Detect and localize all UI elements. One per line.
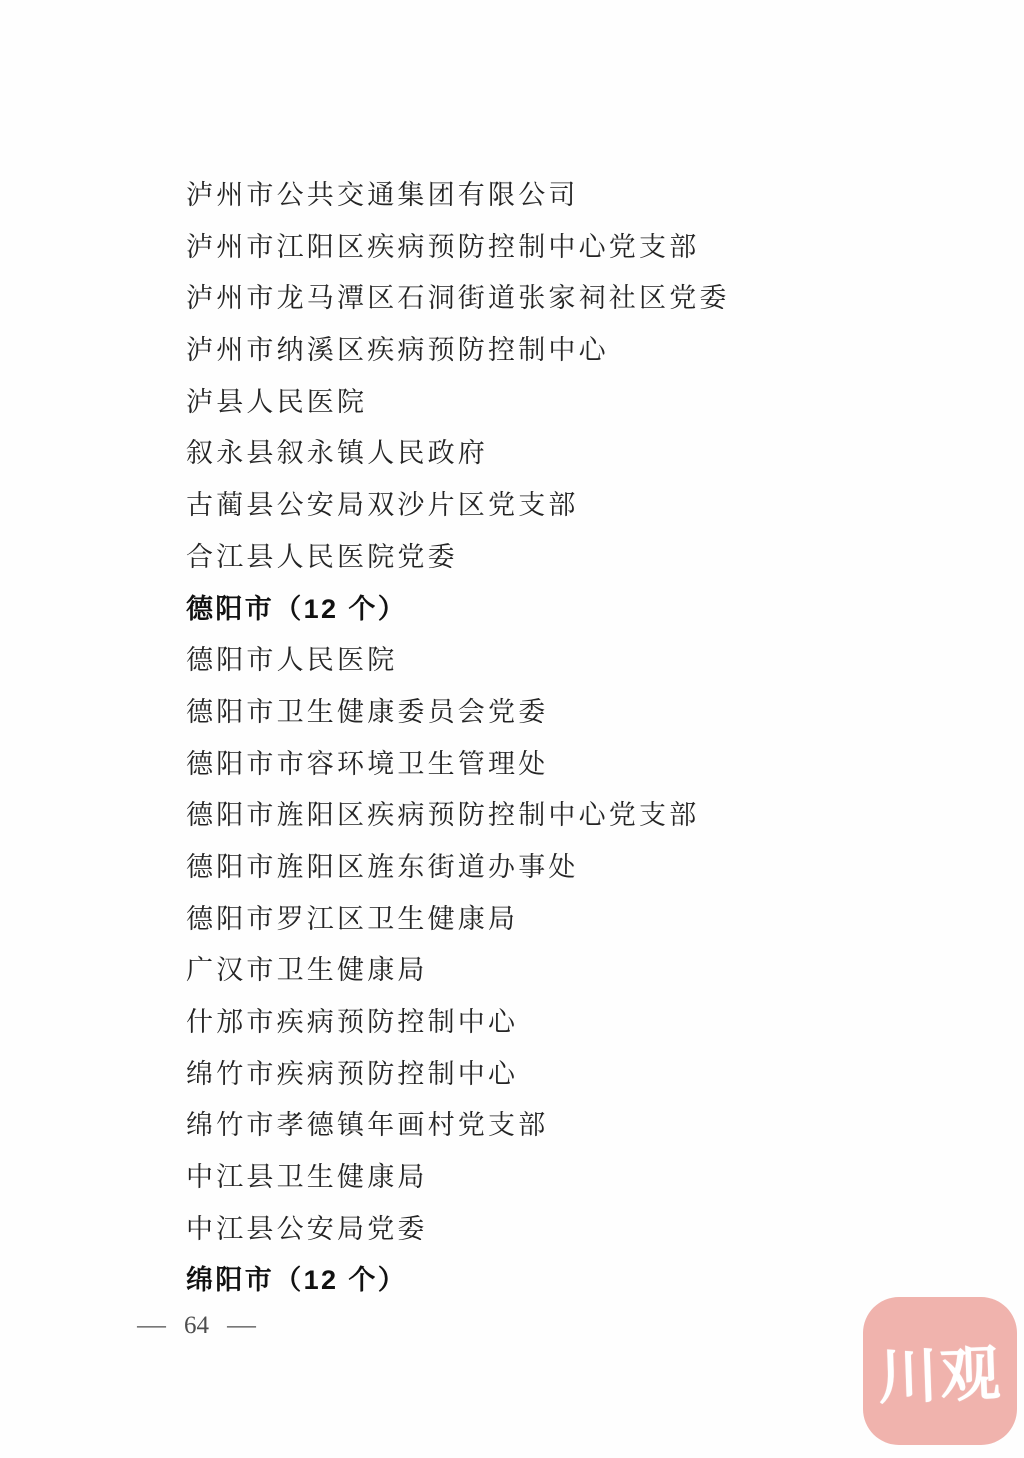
org-list-item: 什邡市疾病预防控制中心 [186,1007,519,1037]
org-list-item: 中江县卫生健康局 [186,1162,428,1193]
page-number [139,1306,254,1346]
chuanguan-logo-label: 川观 [877,1339,1004,1412]
org-list-item: 广汉市卫生健康局 [186,955,428,986]
org-list-item: 叙永县叙永镇人民政府 [186,438,488,469]
org-list-item: 德阳市旌阳区疾病预防控制中心党支部 [186,800,700,831]
chuanguan-watermark-logo [863,1297,1017,1445]
org-list-item: 古蔺县公安局双沙片区党支部 [186,490,579,521]
footer-left-dash: — [137,1312,166,1339]
org-list-item: 德阳市市容环境卫生管理处 [186,748,549,779]
org-list-item: 泸州市江阳区疾病预防控制中心党支部 [186,231,700,262]
org-list-item: 泸州市公共交通集团有限公司 [186,180,579,210]
org-list [186,170,946,1307]
footer-right-dash: — [227,1312,256,1339]
city-section-heading-mianyang: 绵阳市（12 个） [186,1265,408,1296]
org-list-item: 德阳市人民医院 [186,645,398,676]
org-list-item: 德阳市卫生健康委员会党委 [186,696,549,727]
org-list-item: 绵竹市疾病预防控制中心 [186,1058,519,1089]
page-number-value: 64 [184,1312,209,1339]
org-list-item: 泸县人民医院 [186,386,368,417]
org-list-item: 泸州市龙马潭区石洞街道张家祠社区党委 [186,283,730,314]
org-list-item: 德阳市旌阳区旌东街道办事处 [186,851,579,882]
org-list-item: 合江县人民医院党委 [186,541,458,572]
org-list-item: 中江县公安局党委 [186,1213,428,1244]
org-list-item: 绵竹市孝德镇年画村党支部 [186,1110,549,1141]
city-section-heading-deyang: 德阳市（12 个） [186,593,408,624]
org-list-item: 德阳市罗江区卫生健康局 [186,903,519,934]
org-list-item: 泸州市纳溪区疾病预防控制中心 [186,335,609,366]
